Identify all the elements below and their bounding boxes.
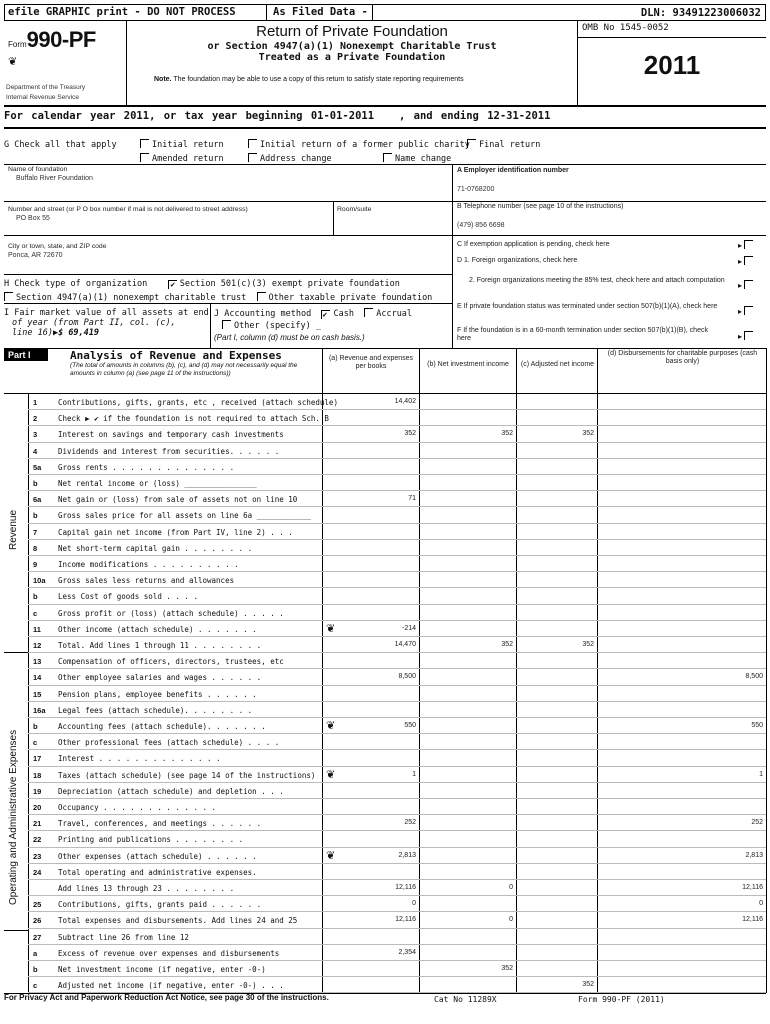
row-label: Other professional fees (attach schedule) . . . . bbox=[58, 738, 280, 748]
city-label: City or town, state, and ZIP code bbox=[8, 243, 107, 250]
note-line: Note. The foundation may be able to use a copy of this return to satisfy state reporting requirements bbox=[154, 76, 464, 83]
row-number: 8 bbox=[33, 543, 38, 553]
cell-a: -214 bbox=[401, 624, 416, 632]
table-row bbox=[0, 718, 770, 734]
j-note: (Part I, column (d) must be on cash basis.) bbox=[214, 333, 365, 342]
row-number: 11 bbox=[33, 624, 41, 634]
part-tag: Part I bbox=[4, 349, 48, 361]
row-number: 10a bbox=[33, 576, 46, 586]
row-label: Subtract line 26 from line 12 bbox=[58, 932, 189, 942]
irs-logo-icon: ❦ bbox=[8, 56, 18, 68]
table-row bbox=[0, 783, 770, 799]
checkbox-checked-icon: ✔ bbox=[168, 280, 177, 289]
e-checkbox[interactable]: ▸ bbox=[738, 306, 756, 316]
row-number: b bbox=[33, 511, 38, 521]
cell-a: 2,813 bbox=[398, 851, 416, 859]
row-label: Other income (attach schedule) . . . . . . . bbox=[58, 624, 257, 634]
row-number: a bbox=[33, 948, 38, 958]
attachment-icon[interactable]: ❦ bbox=[326, 768, 336, 781]
f-label: F If the foundation is in a 60-month termination under section 507(b)(1)(B), check here bbox=[457, 327, 708, 342]
table-row bbox=[0, 653, 770, 669]
g-amended-return[interactable]: Amended return bbox=[140, 153, 224, 164]
table-row bbox=[0, 912, 770, 928]
row-number: c bbox=[33, 608, 38, 618]
cell-a: 12,116 bbox=[395, 916, 416, 924]
c-checkbox[interactable]: ▸ bbox=[738, 240, 756, 250]
i-fmv-block: I Fair market value of all assets at end of year (from Part II, col. (c), line 16)▶$ 69,419 bbox=[4, 308, 209, 338]
top-bar bbox=[4, 4, 766, 21]
row-number: 18 bbox=[33, 770, 42, 780]
row-label: Printing and publications . . . . . . . . bbox=[58, 835, 244, 845]
table-row bbox=[0, 799, 770, 815]
attachment-icon[interactable]: ❦ bbox=[326, 849, 336, 862]
row-label: Capital gain net income (from Part IV, line 2) . . . bbox=[58, 527, 293, 537]
table-row bbox=[0, 750, 770, 766]
row-number: 2 bbox=[33, 414, 38, 424]
cell-a: 0 bbox=[412, 900, 416, 908]
table-row bbox=[0, 864, 770, 880]
row-number: 25 bbox=[33, 900, 42, 910]
table-row bbox=[0, 929, 770, 945]
table-row bbox=[0, 394, 770, 410]
form-number: Form990-PF bbox=[8, 27, 96, 52]
j-accrual-option[interactable]: Accrual bbox=[376, 309, 413, 319]
row-number: 16a bbox=[33, 705, 46, 715]
form-header bbox=[4, 21, 766, 107]
g-initial-return[interactable]: Initial return bbox=[140, 139, 224, 150]
table-row bbox=[0, 443, 770, 459]
row-label: Other employee salaries and wages . . . . . . bbox=[58, 673, 262, 683]
row-label: Income modifications . . . . . . . . . . bbox=[58, 560, 239, 569]
row-number: 20 bbox=[33, 803, 42, 812]
ein-value: 71-0768200 bbox=[457, 186, 495, 193]
footer-notice: For Privacy Act and Paperwork Reduction Act Notice, see page 30 of the instructions. bbox=[4, 993, 329, 1002]
attachment-icon[interactable]: ❦ bbox=[326, 622, 336, 635]
col-c-header: (c) Adjusted net income bbox=[520, 361, 595, 368]
cell-c: 352 bbox=[582, 430, 594, 438]
table-row bbox=[0, 621, 770, 637]
row-number: 15 bbox=[33, 689, 42, 699]
checkbox-icon bbox=[467, 139, 476, 148]
revenue-side-label: Revenue bbox=[8, 509, 19, 550]
cell-d: 12,116 bbox=[742, 916, 763, 924]
table-row bbox=[0, 977, 770, 993]
row-label: Dividends and interest from securities. . . . . . bbox=[58, 446, 280, 456]
row-label: Add lines 13 through 23 . . . . . . . . bbox=[58, 884, 235, 893]
tax-year-begin: 01-01-2011 bbox=[310, 110, 375, 122]
cell-a: 8,500 bbox=[398, 673, 416, 681]
cell-a: 550 bbox=[404, 722, 416, 729]
phone-value: (479) 856 6698 bbox=[457, 222, 505, 229]
checkbox-icon bbox=[257, 292, 266, 301]
d2-checkbox[interactable]: ▸ bbox=[738, 280, 756, 290]
phone-label: B Telephone number (see page 10 of the instructions) bbox=[457, 203, 624, 210]
cell-d: 12,116 bbox=[742, 884, 763, 891]
e-label: E If private foundation status was terminated under section 507(b)(1)(A), check here bbox=[457, 303, 718, 310]
j-cash-option[interactable]: Cash bbox=[333, 309, 354, 319]
d2-label: 2. Foreign organizations meeting the 85% test, check here and attach computation bbox=[469, 277, 725, 284]
checkbox-icon bbox=[222, 320, 231, 329]
row-label: Compensation of officers, directors, trustees, etc bbox=[58, 657, 284, 667]
row-label: Total operating and administrative expenses. bbox=[58, 867, 257, 877]
table-row bbox=[0, 848, 770, 864]
cell-d: 550 bbox=[751, 722, 763, 729]
row-number: 13 bbox=[33, 657, 42, 667]
row-label: Net investment income (if negative, enter -0-) bbox=[58, 965, 266, 974]
cell-a: 14,470 bbox=[394, 641, 416, 648]
row-number: 23 bbox=[33, 851, 42, 861]
cell-a: 71 bbox=[408, 495, 416, 503]
efile-label: efile GRAPHIC print - DO NOT PROCESS bbox=[5, 5, 267, 20]
d1-label: D 1. Foreign organizations, check here bbox=[457, 257, 578, 264]
cell-b: 352 bbox=[501, 965, 513, 972]
row-number: 9 bbox=[33, 560, 38, 569]
cell-b: 352 bbox=[501, 641, 513, 648]
table-row bbox=[0, 475, 770, 491]
row-number: 6a bbox=[33, 495, 42, 505]
cell-a: 12,116 bbox=[395, 884, 416, 891]
street-value: PO Box 55 bbox=[16, 215, 50, 222]
table-row bbox=[0, 734, 770, 750]
checkbox-icon bbox=[4, 292, 13, 301]
row-number: 3 bbox=[33, 430, 38, 440]
form-title: Return of Private Foundation or Section 4947(a)(1) Nonexempt Charitable Trust Treated as a Private Foundation bbox=[207, 23, 497, 63]
cat-number: Cat No 11289X bbox=[434, 995, 497, 1004]
row-label: Less Cost of goods sold . . . . bbox=[58, 592, 198, 602]
checkbox-icon bbox=[383, 153, 392, 162]
part-subtitle: (The total of amounts in columns (b), (c), and (d) may not necessarily equal the amounts in column (a) (see page 11 of the instructions)) bbox=[70, 362, 298, 377]
cell-c: 352 bbox=[582, 641, 594, 648]
row-label: Accounting fees (attach schedule). . . . . . . bbox=[58, 722, 266, 731]
cell-d: 1 bbox=[759, 770, 763, 778]
row-number: 24 bbox=[33, 867, 42, 877]
h-line-2 bbox=[4, 292, 432, 303]
table-row bbox=[0, 669, 770, 685]
cell-b: 352 bbox=[501, 430, 513, 438]
cell-a: 352 bbox=[404, 430, 416, 438]
g-initial-former-public[interactable]: Initial return of a former public charity bbox=[248, 139, 470, 150]
row-number: b bbox=[33, 965, 38, 974]
table-row bbox=[0, 831, 770, 847]
checkbox-icon bbox=[140, 153, 149, 162]
table-row bbox=[0, 637, 770, 653]
table-row bbox=[0, 880, 770, 896]
cell-d: 0 bbox=[759, 900, 763, 908]
row-label: Pension plans, employee benefits . . . . . . bbox=[58, 689, 257, 699]
cell-d: 252 bbox=[751, 819, 763, 827]
room-suite-label: Room/suite bbox=[337, 206, 372, 213]
row-number: 4 bbox=[33, 446, 38, 456]
table-row bbox=[0, 426, 770, 442]
table-row bbox=[0, 702, 770, 718]
row-label: Legal fees (attach schedule). . . . . . . . bbox=[58, 705, 253, 715]
col-a-header: (a) Revenue and expenses per books bbox=[328, 355, 414, 370]
part-title: Analysis of Revenue and Expenses bbox=[70, 349, 282, 362]
row-number: 19 bbox=[33, 786, 42, 796]
row-label: Interest . . . . . . . . . . . . . . bbox=[58, 754, 221, 764]
cell-a: 1 bbox=[412, 770, 416, 778]
checkbox-icon bbox=[248, 153, 257, 162]
filed-label: As Filed Data - bbox=[267, 5, 373, 20]
cell-b: 0 bbox=[509, 916, 513, 924]
g-name-change[interactable]: Name change bbox=[383, 153, 451, 164]
h-other-taxable-option[interactable]: Other taxable private foundation bbox=[268, 293, 433, 303]
row-number: 21 bbox=[33, 819, 42, 829]
city-value: Ponca, AR 72670 bbox=[8, 252, 63, 259]
table-row bbox=[0, 459, 770, 475]
row-number: 27 bbox=[33, 932, 42, 942]
table-row bbox=[0, 524, 770, 540]
checkbox-icon bbox=[248, 139, 257, 148]
checkbox-icon bbox=[140, 139, 149, 148]
cell-b: 0 bbox=[509, 884, 513, 891]
table-row bbox=[0, 507, 770, 523]
cell-c: 352 bbox=[582, 981, 594, 989]
table-row bbox=[0, 572, 770, 588]
row-label: Gross sales price for all assets on line 6a ____________ bbox=[58, 511, 311, 521]
row-label: Total. Add lines 1 through 11 . . . . . . . . bbox=[58, 641, 262, 650]
tax-year-end: 12-31-2011 bbox=[487, 110, 551, 122]
row-label: Adjusted net income (if negative, enter -0-) . . . bbox=[58, 981, 284, 991]
foundation-name: Buffalo River Foundation bbox=[16, 175, 93, 182]
c-label: C If exemption application is pending, check here bbox=[457, 241, 610, 248]
table-row bbox=[0, 961, 770, 977]
department-label: Department of the Treasury Internal Revenue Service bbox=[6, 84, 86, 101]
footer-form: Form 990-PF (2011) bbox=[578, 995, 665, 1004]
h-501c3-option[interactable]: Section 501(c)(3) exempt private foundation bbox=[179, 279, 400, 289]
table-row bbox=[0, 686, 770, 702]
row-label: Travel, conferences, and meetings . . . . . . bbox=[58, 819, 262, 829]
h-line: H Check type of organization ✔ Section 501(c)(3) exempt private foundation bbox=[4, 279, 400, 289]
row-label: Contributions, gifts, grants, etc , received (attach schedule) bbox=[58, 398, 338, 407]
row-label: Excess of revenue over expenses and disbursements bbox=[58, 948, 280, 958]
h-4947-option[interactable]: Section 4947(a)(1) nonexempt charitable trust bbox=[16, 293, 247, 303]
cell-a: 2,354 bbox=[398, 948, 416, 956]
j-other-option[interactable]: Other (specify) _ bbox=[222, 320, 321, 331]
row-number: c bbox=[33, 738, 38, 748]
fmv-value: $ 69,419 bbox=[58, 328, 100, 338]
row-label: Occupancy . . . . . . . . . . . . . bbox=[58, 803, 217, 812]
street-label: Number and street (or P O box number if mail is not delivered to street address) bbox=[8, 206, 248, 213]
row-label: Net rental income or (loss) ________________ bbox=[58, 479, 257, 488]
d1-checkbox[interactable]: ▸ bbox=[738, 256, 756, 266]
col-b-header: (b) Net investment income bbox=[427, 361, 509, 368]
row-number: c bbox=[33, 981, 38, 991]
cell-d: 8,500 bbox=[745, 673, 763, 681]
table-row bbox=[0, 896, 770, 912]
foundation-name-label: Name of foundation bbox=[8, 166, 68, 173]
form-id-column bbox=[4, 21, 127, 107]
row-label: Contributions, gifts, grants paid . . . . . . bbox=[58, 900, 262, 910]
row-label: Net short-term capital gain . . . . . . . . bbox=[58, 543, 253, 553]
row-label: Taxes (attach schedule) (see page 14 of the instructions) bbox=[58, 770, 316, 780]
table-row bbox=[0, 491, 770, 507]
table-row bbox=[0, 588, 770, 604]
col-d-header: (d) Disbursements for charitable purposes (cash basis only) bbox=[607, 350, 758, 365]
row-label: Check ▶ ✔ if the foundation is not required to attach Sch. B bbox=[58, 414, 329, 424]
row-label: Net gain or (loss) from sale of assets not on line 10 bbox=[58, 495, 298, 505]
row-number: b bbox=[33, 722, 38, 731]
row-number: 14 bbox=[33, 673, 42, 683]
row-number: 22 bbox=[33, 835, 42, 845]
row-label: Total expenses and disbursements. Add lines 24 and 25 bbox=[58, 916, 298, 926]
calendar-year-line: For calendar year 2011, or tax year beginning 01-01-2011 , and ending 12-31-2011 bbox=[4, 110, 551, 122]
row-number: 12 bbox=[33, 641, 42, 650]
expenses-side-label: Operating and Administrative Expenses bbox=[8, 729, 19, 905]
table-row bbox=[0, 540, 770, 556]
cell-d: 2,813 bbox=[745, 851, 763, 859]
g-final-return[interactable]: Final return bbox=[467, 139, 540, 150]
table-row bbox=[0, 815, 770, 831]
table-row bbox=[0, 767, 770, 783]
row-label: Depreciation (attach schedule) and depletion . . . bbox=[58, 786, 284, 796]
ein-label: A Employer identification number bbox=[457, 167, 569, 174]
j-accounting: J Accounting method ✔ Cash Accrual bbox=[214, 309, 413, 319]
tax-year: 2011 bbox=[577, 38, 766, 107]
omb-number: OMB No 1545-0052 bbox=[577, 21, 766, 38]
g-address-change[interactable]: Address change bbox=[248, 153, 332, 164]
table-row bbox=[0, 410, 770, 426]
row-number: 17 bbox=[33, 754, 42, 764]
row-number: b bbox=[33, 479, 38, 488]
checkbox-icon bbox=[364, 308, 373, 317]
f-checkbox[interactable]: ▸ bbox=[738, 331, 756, 341]
dln-label: DLN: 93491223006032 bbox=[640, 6, 761, 19]
row-label: Other expenses (attach schedule) . . . . . . bbox=[58, 851, 257, 861]
row-label: Interest on savings and temporary cash investments bbox=[58, 430, 284, 440]
attachment-icon[interactable]: ❦ bbox=[326, 720, 336, 732]
cell-a: 252 bbox=[404, 819, 416, 827]
row-number: 26 bbox=[33, 916, 42, 926]
cell-a: 14,402 bbox=[394, 398, 416, 405]
row-number: 1 bbox=[33, 398, 38, 407]
row-number: b bbox=[33, 592, 38, 602]
row-label: Gross rents . . . . . . . . . . . . . . bbox=[58, 462, 235, 472]
table-row bbox=[0, 605, 770, 621]
row-number: 5a bbox=[33, 462, 42, 472]
row-number: 7 bbox=[33, 527, 38, 537]
g-label: G Check all that apply bbox=[4, 140, 117, 150]
table-row bbox=[0, 945, 770, 961]
checkbox-checked-icon: ✔ bbox=[321, 310, 330, 319]
table-row bbox=[0, 556, 770, 572]
row-label: Gross sales less returns and allowances bbox=[58, 576, 235, 586]
row-label: Gross profit or (loss) (attach schedule) . . . . . bbox=[58, 608, 284, 618]
